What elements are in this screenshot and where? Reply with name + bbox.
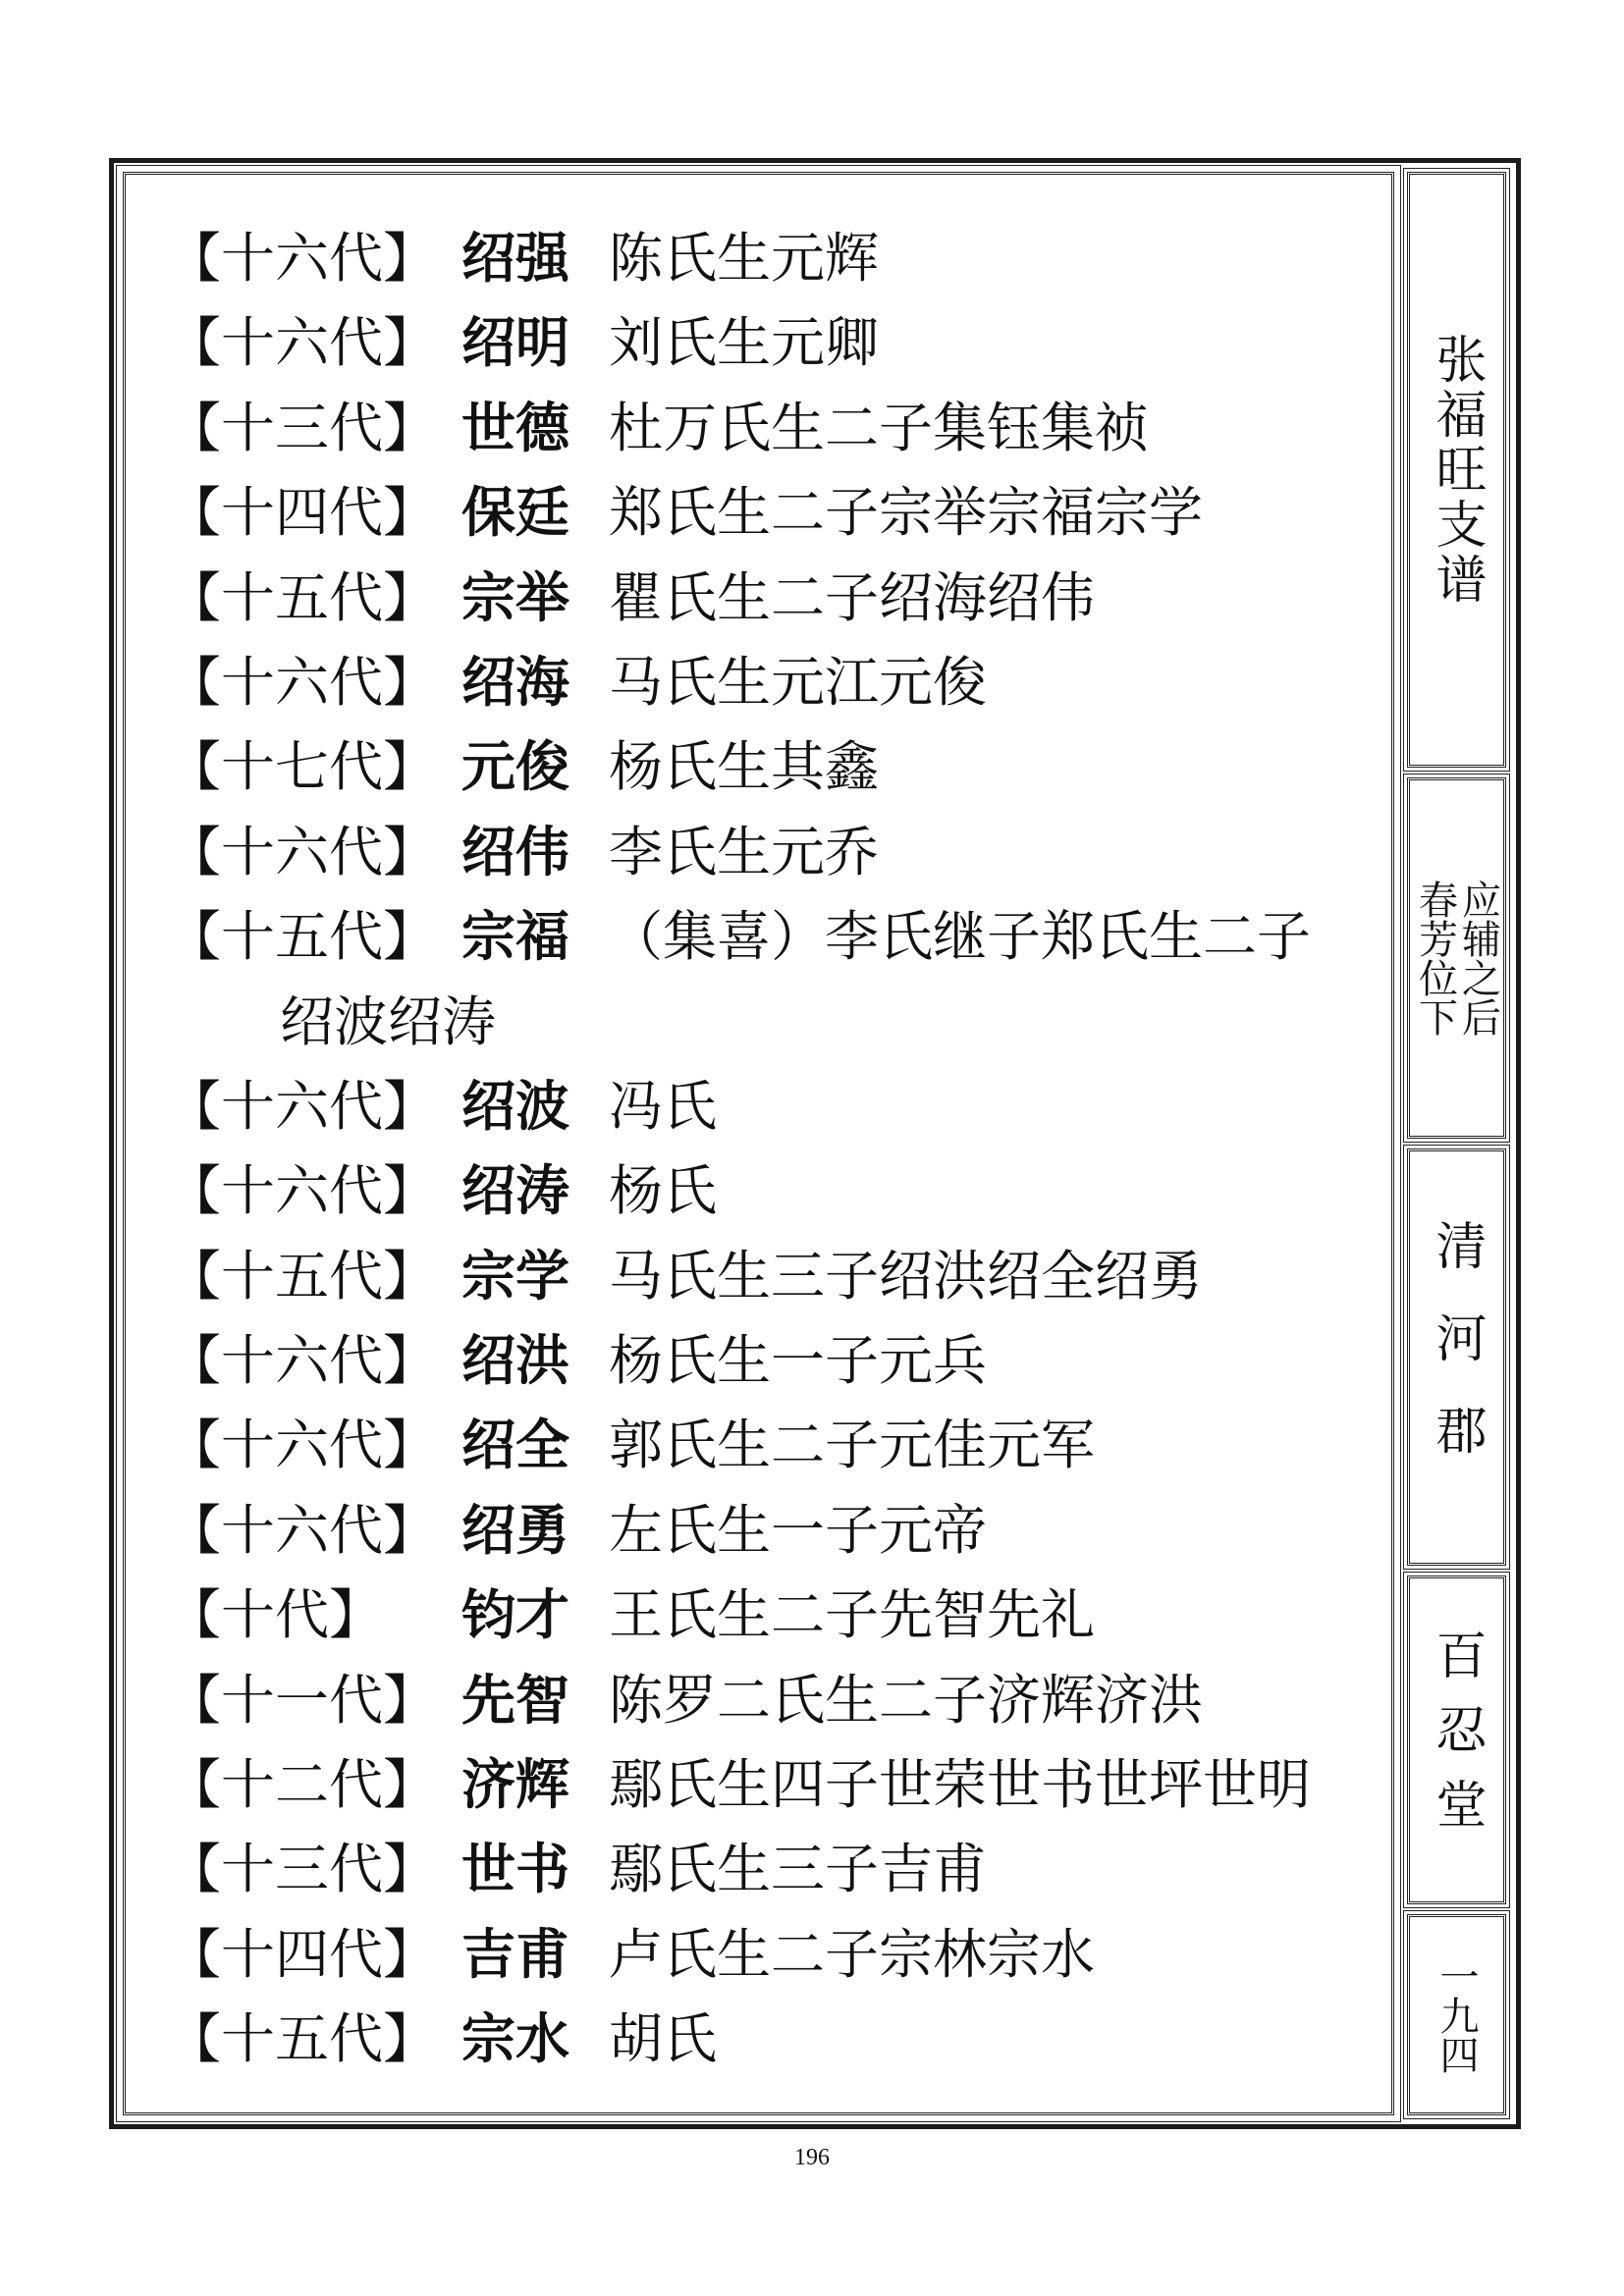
entry-description: 杨氏生一子元兵 <box>609 1329 988 1393</box>
person-name: 世书 <box>461 1838 570 1901</box>
side-title-box <box>1407 172 1506 768</box>
chinese-page-number: 一九四 <box>1434 1955 1479 2074</box>
side-page-box <box>1407 1914 1506 2115</box>
entry-description: （集喜）李氏继子郑氏生二子 <box>609 905 1312 969</box>
entry-description: 鄢氏生三子吉甫 <box>609 1838 988 1901</box>
page-number: 196 <box>794 2145 830 2170</box>
generation-label: 【十二代】 <box>167 1753 438 1817</box>
person-name: 元俊 <box>461 735 570 799</box>
person-name: 宗福 <box>461 905 570 969</box>
entry-row <box>167 556 1375 640</box>
side-hall-box <box>1407 1575 1506 1904</box>
generation-label: 【十四代】 <box>167 1922 438 1986</box>
entry-row <box>167 386 1375 470</box>
side-note-box <box>1407 777 1506 1139</box>
entry-row <box>167 1742 1375 1827</box>
entry-description: 郑氏生二子宗举宗福宗学 <box>609 481 1204 545</box>
person-name: 绍海 <box>461 650 570 714</box>
entry-row <box>167 1912 1375 1997</box>
person-name: 先智 <box>461 1668 570 1732</box>
entry-row <box>167 1997 1375 2081</box>
entry-description: 陈罗二氏生二子济辉济洪 <box>609 1668 1204 1732</box>
genealogy-title: 张福旺支谱 <box>1427 332 1486 608</box>
entry-description: 杜万氏生二子集钰集祯 <box>609 396 1150 459</box>
entry-row <box>167 1403 1375 1487</box>
entry-row <box>167 216 1375 300</box>
entry-description: 王氏生二子先智先礼 <box>609 1583 1096 1647</box>
person-name: 宗学 <box>461 1244 570 1308</box>
person-name: 宗举 <box>461 565 570 629</box>
person-name: 保廷 <box>461 481 570 545</box>
entry-description: 卢氏生二子宗林宗水 <box>609 1922 1096 1986</box>
entry-description: 陈氏生元辉 <box>609 227 880 290</box>
entry-row <box>167 1148 1375 1233</box>
generation-label: 【十五代】 <box>167 2007 438 2071</box>
lineage-note-col1: 春芳位下 <box>1412 880 1458 1037</box>
generation-label: 【十一代】 <box>167 1668 438 1732</box>
entry-row <box>167 1064 1375 1148</box>
side-place-box <box>1407 1148 1506 1566</box>
person-name: 绍波 <box>461 1074 570 1138</box>
person-name: 钧才 <box>461 1583 570 1647</box>
side-panel <box>1407 172 1506 2115</box>
person-name: 绍洪 <box>461 1329 570 1393</box>
ancestral-place: 清河郡 <box>1427 1218 1486 1496</box>
person-name: 世德 <box>461 396 570 459</box>
entry-row <box>167 1573 1375 1657</box>
person-name: 绍涛 <box>461 1159 570 1223</box>
entry-row <box>167 1234 1375 1318</box>
generation-label: 【十六代】 <box>167 311 438 375</box>
person-name: 宗水 <box>461 2007 570 2071</box>
entry-description: 刘氏生元卿 <box>609 311 880 375</box>
entry-description: 马氏生元江元俊 <box>609 650 988 714</box>
generation-label: 【十六代】 <box>167 1498 438 1562</box>
entry-description: 李氏生元乔 <box>609 820 880 883</box>
entry-continuation: 绍波绍涛 <box>280 989 497 1053</box>
entry-description: 冯氏 <box>609 1074 718 1138</box>
entry-description: 左氏生一子元帝 <box>609 1498 988 1562</box>
generation-label: 【十五代】 <box>167 1244 438 1308</box>
entry-row <box>167 1318 1375 1403</box>
generation-label: 【十六代】 <box>167 1329 438 1393</box>
entry-description: 马氏生三子绍洪绍全绍勇 <box>609 1244 1204 1308</box>
generation-label: 【十五代】 <box>167 565 438 629</box>
generation-label: 【十五代】 <box>167 905 438 969</box>
person-name: 绍全 <box>461 1414 570 1477</box>
person-name: 绍明 <box>461 311 570 375</box>
person-name: 绍勇 <box>461 1498 570 1562</box>
generation-label: 【十六代】 <box>167 1414 438 1477</box>
entry-row <box>167 724 1375 809</box>
entry-row <box>167 1827 1375 1911</box>
entry-row <box>167 1488 1375 1573</box>
person-name: 吉甫 <box>461 1922 570 1986</box>
person-name: 济辉 <box>461 1753 570 1817</box>
entry-description: 胡氏 <box>609 2007 718 2071</box>
entry-row <box>167 810 1375 894</box>
genealogy-entries <box>167 216 1375 2082</box>
entry-row <box>167 1658 1375 1742</box>
entry-row <box>167 640 1375 724</box>
generation-label: 【十六代】 <box>167 650 438 714</box>
generation-label: 【十六代】 <box>167 820 438 883</box>
generation-label: 【十七代】 <box>167 735 438 799</box>
lineage-note-col2: 应辅之后 <box>1455 880 1501 1037</box>
entry-description: 瞿氏生二子绍海绍伟 <box>609 565 1096 629</box>
hall-name: 百忍堂 <box>1427 1628 1486 1852</box>
entry-row <box>167 894 1375 979</box>
entry-description: 杨氏生其鑫 <box>609 735 880 799</box>
generation-label: 【十六代】 <box>167 1074 438 1138</box>
entry-description: 鄢氏生四子世荣世书世坪世明 <box>609 1753 1312 1817</box>
generation-label: 【十六代】 <box>167 1159 438 1223</box>
person-name: 绍伟 <box>461 820 570 883</box>
generation-label: 【十四代】 <box>167 481 438 545</box>
entry-description: 郭氏生二子元佳元军 <box>609 1414 1096 1477</box>
generation-label: 【十三代】 <box>167 396 438 459</box>
generation-label: 【十代】 <box>167 1583 384 1647</box>
entry-description: 杨氏 <box>609 1159 718 1223</box>
person-name: 绍强 <box>461 227 570 290</box>
generation-label: 【十六代】 <box>167 227 438 290</box>
entry-row <box>167 470 1375 555</box>
entry-row <box>167 300 1375 385</box>
generation-label: 【十三代】 <box>167 1838 438 1901</box>
